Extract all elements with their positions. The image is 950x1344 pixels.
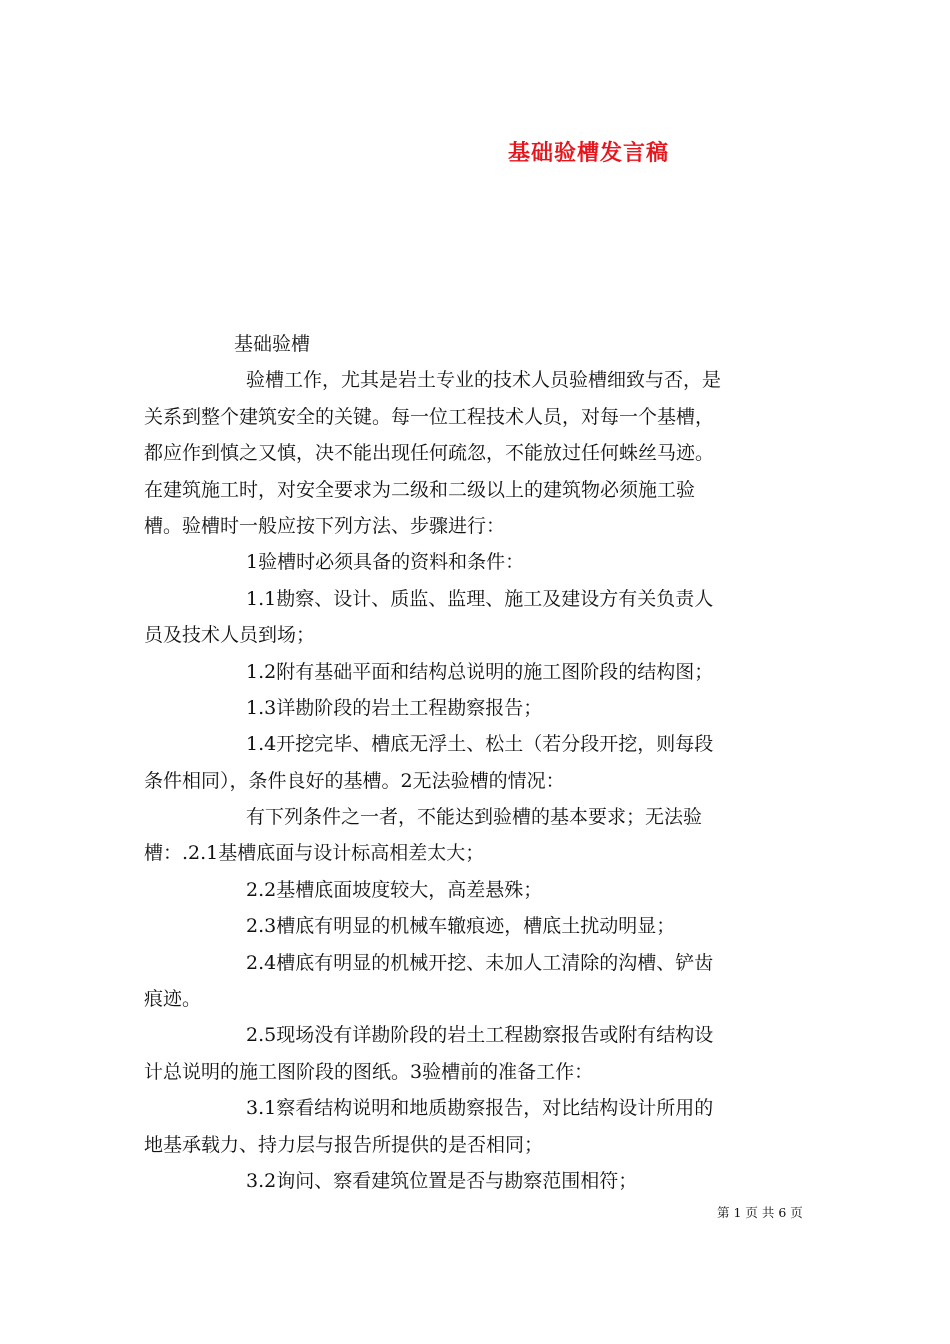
text-line: 1验槽时必须具备的资料和条件： <box>246 551 525 574</box>
text-line: 槽。验槽时一般应按下列方法、步骤进行： <box>144 514 506 537</box>
text-line: 有下列条件之一者，不能达到验槽的基本要求；无法验 <box>246 806 703 829</box>
text-line: 1.4开挖完毕、槽底无浮土、松土（若分段开挖，则每段 <box>246 733 714 756</box>
text-line: 2.4槽底有明显的机械开挖、未加人工清除的沟槽、铲齿 <box>246 951 714 974</box>
text-line: 条件相同），条件良好的基槽。2无法验槽的情况： <box>144 769 565 792</box>
document-body <box>144 326 808 1199</box>
text-line: 在建筑施工时，对安全要求为二级和二级以上的建筑物必须施工验 <box>144 478 696 501</box>
text-line: 验槽工作，尤其是岩土专业的技术人员验槽细致与否，是 <box>246 369 722 392</box>
text-line: 3.2询问、察看建筑位置是否与勘察范围相符； <box>246 1169 638 1192</box>
text-line: 关系到整个建筑安全的关键。每一位工程技术人员，对每一个基槽， <box>144 405 715 428</box>
text-line: 员及技术人员到场； <box>144 624 316 647</box>
section-heading: 基础验槽 <box>234 333 311 355</box>
text-line: 痕迹。 <box>144 988 202 1011</box>
text-line: 2.2基槽底面坡度较大，高差悬殊； <box>246 878 543 901</box>
text-line: 1.3详勘阶段的岩土工程勘察报告； <box>246 696 543 719</box>
text-line: 都应作到慎之又慎，决不能出现任何疏忽，不能放过任何蛛丝马迹。 <box>144 442 715 465</box>
document-title: 基础验槽发言稿 <box>508 141 670 166</box>
text-line: 3.1察看结构说明和地质勘察报告，对比结构设计所用的 <box>246 1097 714 1120</box>
text-line: 1.1勘察、设计、质监、监理、施工及建设方有关负责人 <box>246 587 714 610</box>
text-line: 地基承载力、持力层与报告所提供的是否相同； <box>144 1133 544 1156</box>
paragraph-lines <box>144 362 808 1199</box>
text-line: 槽：.2.1基槽底面与设计标高相差太大； <box>144 842 485 865</box>
text-line: 1.2附有基础平面和结构总说明的施工图阶段的结构图； <box>246 660 714 683</box>
text-line: 2.5现场没有详勘阶段的岩土工程勘察报告或附有结构设 <box>246 1024 714 1047</box>
text-line: 计总说明的施工图阶段的图纸。3验槽前的准备工作： <box>144 1060 594 1083</box>
page-footer: 第 1 页 共 6 页 <box>717 1205 803 1220</box>
text-line: 2.3槽底有明显的机械车辙痕迹，槽底土扰动明显； <box>246 915 676 938</box>
